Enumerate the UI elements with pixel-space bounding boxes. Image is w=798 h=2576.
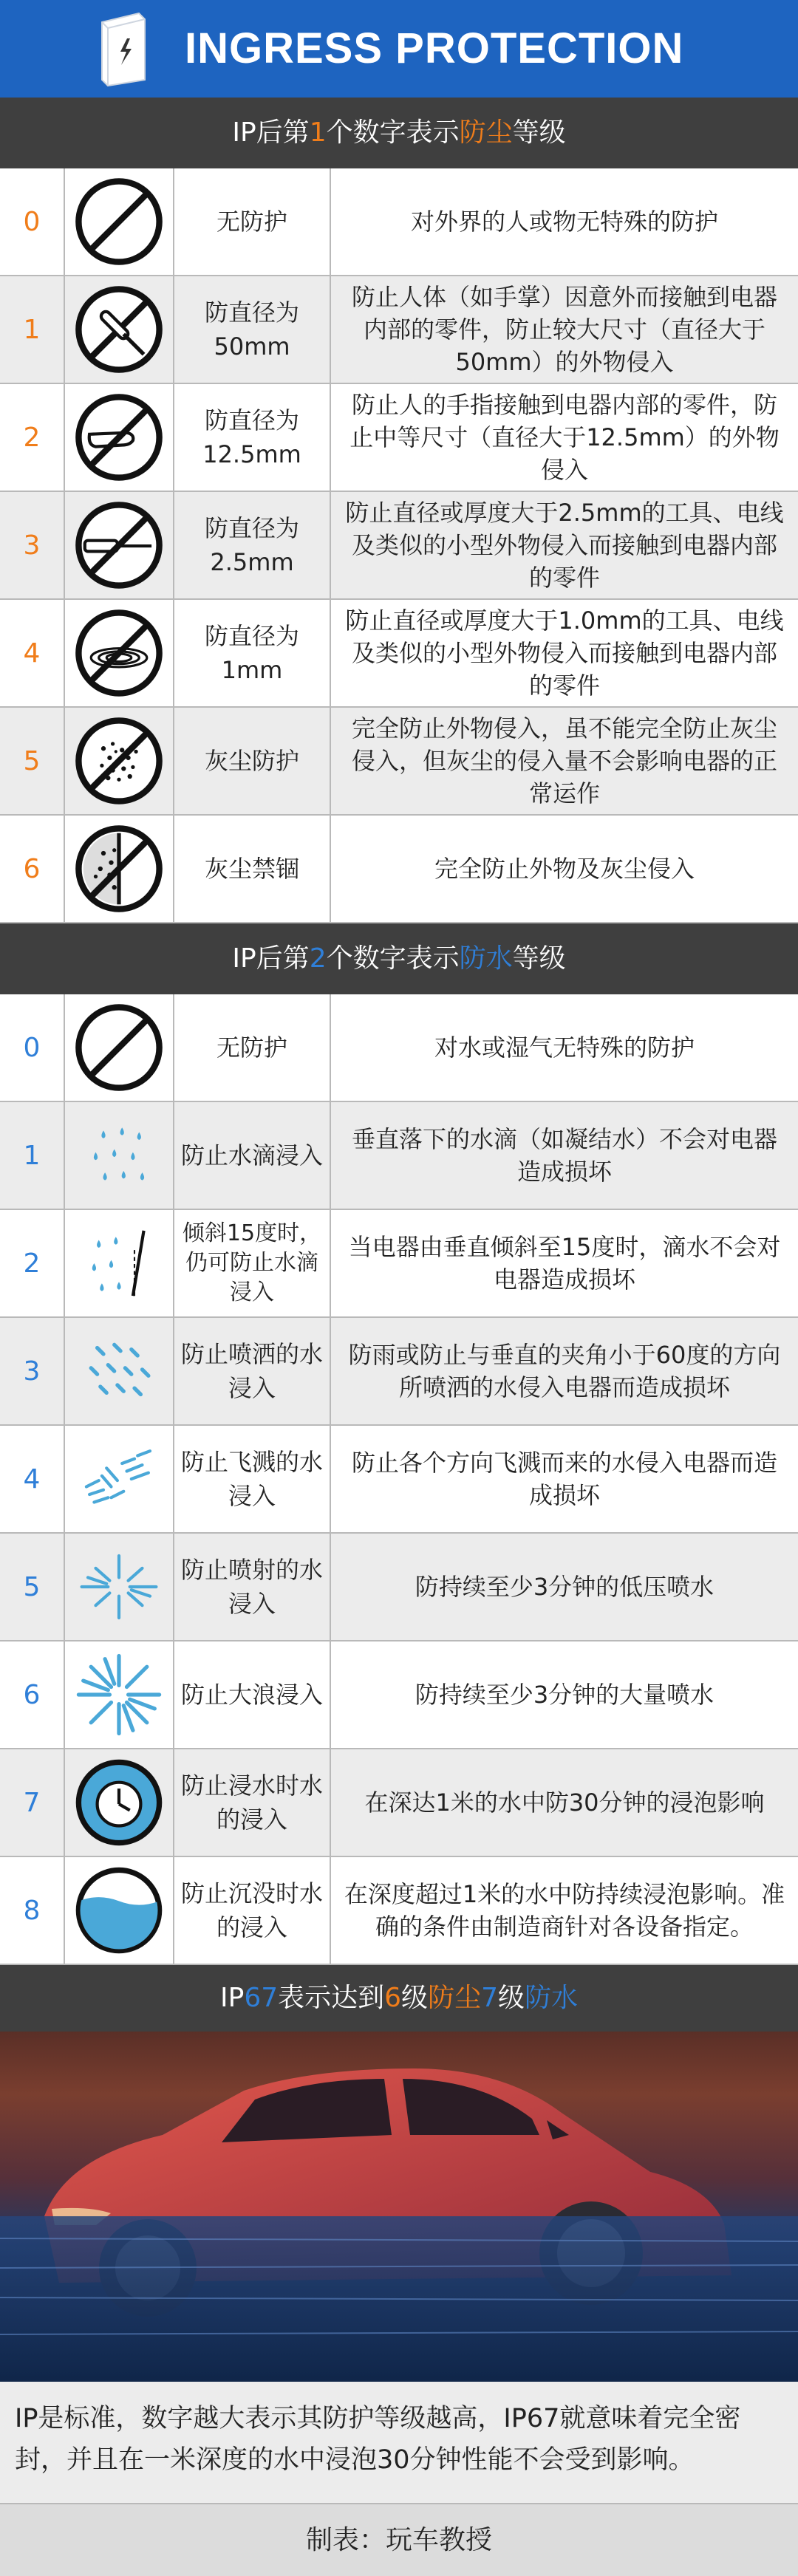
level-number: 2: [0, 1210, 65, 1316]
wire-coil-prohibited-icon: [65, 600, 174, 706]
level-label: 防止喷射的水浸入: [174, 1534, 331, 1640]
heading-text: IP后第: [232, 943, 310, 974]
level-description: 对水或湿气无特殊的防护: [434, 1034, 695, 1062]
level-number: 7: [0, 1749, 65, 1856]
table-row: [0, 600, 798, 708]
table-row: [0, 816, 798, 923]
car-illustration: [0, 2032, 798, 2382]
level-label: 防直径为50mm: [174, 276, 331, 383]
table-row: [0, 1749, 798, 1857]
level-label: 灰尘防护: [174, 708, 331, 814]
level-number: 0: [0, 168, 65, 275]
conclusion-text: IP: [219, 1983, 245, 2013]
prohibited-icon: [65, 994, 174, 1101]
level-label: 防止沉没时水的浸入: [174, 1857, 331, 1964]
level-description: 防止人的手指接触到电器内部的零件，防止中等尺寸（直径大于12.5mm）的外物侵入: [349, 391, 780, 484]
level-number: 5: [0, 1534, 65, 1640]
car-in-water-photo: [0, 2032, 798, 2382]
dust-tight-icon: [65, 816, 174, 922]
table-row: [0, 1426, 798, 1534]
dust-section-heading: [0, 98, 798, 168]
table-row: [0, 384, 798, 492]
table-row: [0, 276, 798, 384]
jet-icon: [65, 1534, 174, 1640]
dust-table: [0, 168, 798, 923]
explanatory-note: IP是标准，数字越大表示其防护等级越高，IP67就意味着完全密封，并且在一米深度的水中浸泡30分钟性能不会受到影响。: [0, 2382, 798, 2503]
level-label: 防止喷洒的水浸入: [174, 1318, 331, 1424]
level-number: 8: [0, 1857, 65, 1964]
level-label: 防止大浪浸入: [174, 1641, 331, 1748]
immersion-clock-icon: [65, 1749, 174, 1856]
level-label: 防止浸水时水的浸入: [174, 1749, 331, 1856]
level-description: 当电器由垂直倾斜至15度时，滴水不会对电器造成损坏: [348, 1233, 781, 1294]
water-table: [0, 994, 798, 1965]
splash-icon: [65, 1426, 174, 1532]
conclusion-digit: 6: [384, 1983, 402, 2013]
level-description: 防止各个方向飞溅而来的水侵入电器而造成损坏: [351, 1449, 777, 1509]
level-description: 完全防止外物及灰尘侵入: [434, 855, 695, 883]
heading-keyword: 防水: [459, 943, 513, 974]
heading-text: 个数字表示: [326, 943, 460, 974]
conclusion-text: 级: [401, 1983, 429, 2013]
header-banner: [0, 0, 798, 98]
level-description: 对外界的人或物无特殊的防护: [410, 208, 718, 236]
level-description: 防持续至少3分钟的低压喷水: [415, 1573, 715, 1601]
level-label: 防直径为2.5mm: [174, 492, 331, 598]
level-label: 防直径为12.5mm: [174, 384, 331, 491]
finger-prohibited-icon: [65, 384, 174, 491]
page-title: INGRESS PROTECTION: [185, 24, 684, 72]
conclusion-digit: 7: [481, 1983, 498, 2013]
level-number: 6: [0, 1641, 65, 1748]
level-description: 防止人体（如手掌）因意外而接触到电器内部的零件，防止较大尺寸（直径大于50mm）的外物侵入: [351, 283, 777, 376]
level-description: 完全防止外物侵入，虽不能完全防止灰尘侵入，但灰尘的侵入量不会影响电器的正常运作: [351, 714, 777, 807]
level-description: 防持续至少3分钟的大量喷水: [415, 1681, 715, 1709]
table-row: [0, 1318, 798, 1426]
table-row: [0, 1210, 798, 1318]
level-description: 垂直落下的水滴（如凝结水）不会对电器造成损坏: [351, 1125, 777, 1186]
heading-text: IP后第: [232, 117, 310, 148]
conclusion-text: 表示达到: [278, 1983, 385, 2013]
conclusion-text: 级: [497, 1983, 525, 2013]
level-description: 在深达1米的水中防30分钟的浸泡影响: [364, 1788, 765, 1817]
tool-prohibited-icon: [65, 492, 174, 598]
level-label: 防直径为1mm: [174, 600, 331, 706]
electrical-box-icon: [96, 9, 148, 87]
level-number: 1: [0, 1102, 65, 1209]
heading-keyword: 防尘: [459, 117, 513, 148]
heading-digit: 1: [309, 117, 327, 148]
level-number: 5: [0, 708, 65, 814]
conclusion-code: 67: [244, 1983, 279, 2013]
conclusion-keyword: 防水: [525, 1983, 579, 2013]
submersion-icon: [65, 1857, 174, 1964]
level-number: 6: [0, 816, 65, 922]
heading-digit: 2: [309, 943, 327, 974]
level-description: 在深度超过1米的水中防持续浸泡影响。准确的条件由制造商针对各设备指定。: [344, 1880, 785, 1941]
table-row: [0, 994, 798, 1102]
level-number: 3: [0, 1318, 65, 1424]
spray-icon: [65, 1318, 174, 1424]
heading-text: 等级: [512, 117, 566, 148]
conclusion-keyword: 防尘: [428, 1983, 482, 2013]
footer-credit: 制表：玩车教授: [0, 2503, 798, 2576]
water-drip-icon: [65, 1102, 174, 1209]
level-number: 2: [0, 384, 65, 491]
powerful-jet-icon: [65, 1641, 174, 1748]
table-row: [0, 168, 798, 276]
table-row: [0, 1102, 798, 1210]
table-row: [0, 492, 798, 600]
level-number: 1: [0, 276, 65, 383]
level-number: 3: [0, 492, 65, 598]
tilted-drip-icon: [65, 1210, 174, 1316]
level-label: 无防护: [174, 994, 331, 1101]
dust-prohibited-icon: [65, 708, 174, 814]
level-number: 0: [0, 994, 65, 1101]
level-description: 防止直径或厚度大于1.0mm的工具、电线及类似的小型外物侵入而接触到电器内部的零件: [345, 607, 784, 700]
heading-text: 等级: [512, 943, 566, 974]
prohibited-icon: [65, 168, 174, 275]
level-label: 无防护: [174, 168, 331, 275]
level-label: 倾斜15度时，仍可防止水滴浸入: [174, 1210, 331, 1316]
level-label: 防止水滴浸入: [174, 1102, 331, 1209]
level-label: 灰尘禁锢: [174, 816, 331, 922]
level-number: 4: [0, 1426, 65, 1532]
level-label: 防止飞溅的水浸入: [174, 1426, 331, 1532]
table-row: [0, 1534, 798, 1641]
screwdriver-prohibited-icon: [65, 276, 174, 383]
water-section-heading: [0, 923, 798, 994]
level-number: 4: [0, 600, 65, 706]
table-row: [0, 1857, 798, 1965]
table-row: [0, 1641, 798, 1749]
level-description: 防雨或防止与垂直的夹角小于60度的方向所喷洒的水侵入电器而造成损坏: [348, 1341, 781, 1401]
level-description: 防止直径或厚度大于2.5mm的工具、电线及类似的小型外物侵入而接触到电器内部的零件: [345, 499, 784, 592]
table-row: [0, 708, 798, 816]
heading-text: 个数字表示: [326, 117, 460, 148]
conclusion-heading: [0, 1965, 798, 2032]
